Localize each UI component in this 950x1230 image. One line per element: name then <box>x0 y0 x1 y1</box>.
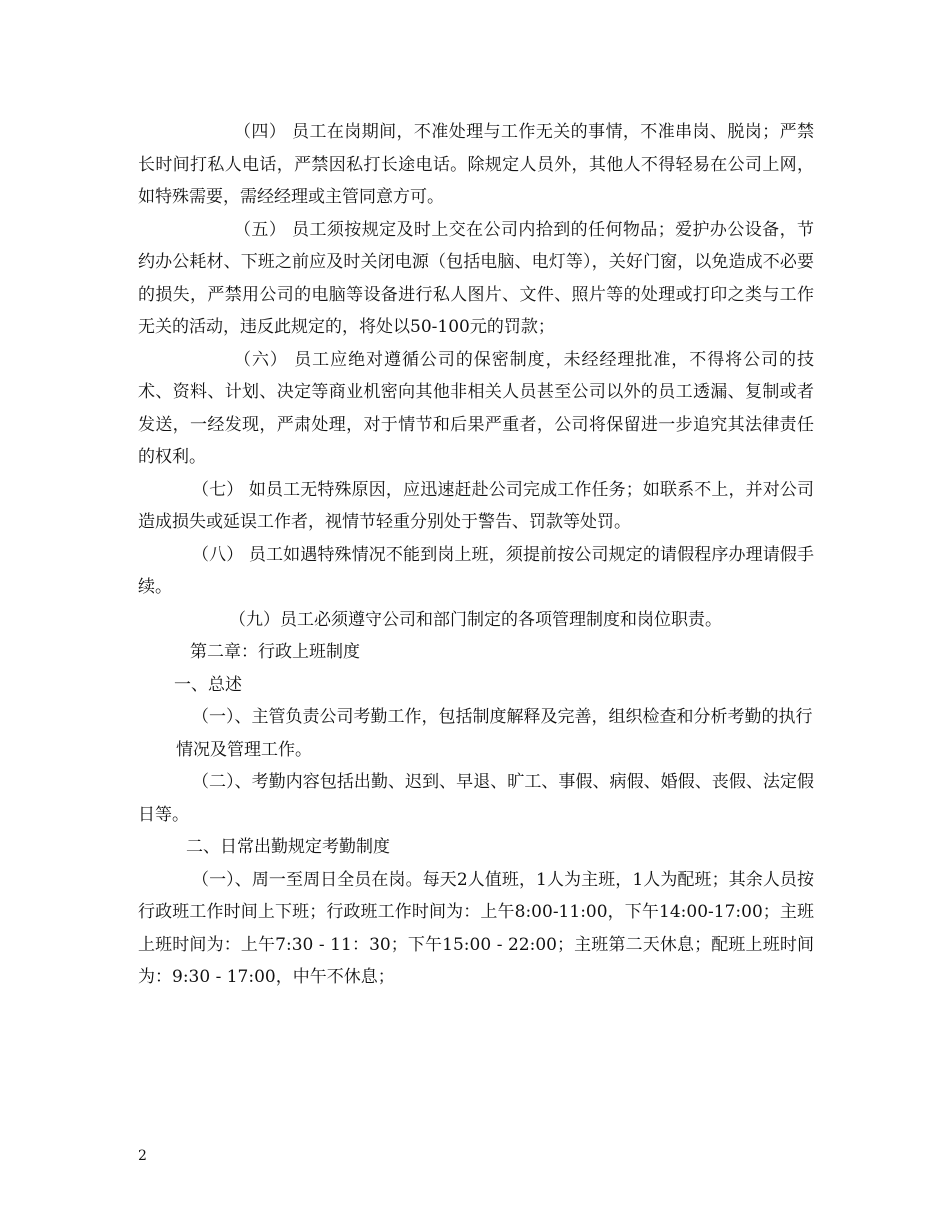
clause-7-paragraph: （七） 如员工无特殊原因，应迅速赶赴公司完成工作任务；如联系不上，并对公司造成损失或延误工作者，视情节轻重分别处于警告、罚款等处罚。 <box>138 479 814 532</box>
clause-5-paragraph: （五） 员工须按规定及时上交在公司内拾到的任何物品；爱护办公设备，节约办公耗材、下班之前应及时关闭电源（包括电脑、电灯等），关好门窗，以免造成不必要的损失，严禁用公司的电脑等设备进行私人图片、文件、照片等的处理或打印之类与工作无关的活动，违反此规定的，将处以50-100元的罚款； <box>138 219 814 337</box>
section-1-item-2-paragraph: （二）、考勤内容包括出勤、迟到、早退、旷工、事假、病假、婚假、丧假、法定假日等。 <box>138 772 814 825</box>
section-2-heading: 二、日常出勤规定考勤制度 <box>186 837 390 857</box>
document-body <box>138 116 814 994</box>
section-1-heading: 一、总述 <box>174 674 242 695</box>
clause-4-paragraph: （四） 员工在岗期间，不准处理与工作无关的事情，不准串岗、脱岗；严禁长时间打私人电话，严禁因私打长途电话。除规定人员外，其他人不得轻易在公司上网，如特殊需要，需经经理或主管同意方可。 <box>138 122 814 207</box>
clause-8-paragraph: （八） 员工如遇特殊情况不能到岗上班，须提前按公司规定的请假程序办理请假手续。 <box>138 544 814 597</box>
chapter-2-heading: 第二章：行政上班制度 <box>190 642 360 662</box>
section-1-item-1-continuation: 情况及管理工作。 <box>176 739 312 760</box>
clause-9-paragraph: （九）员工必须遵守公司和部门制定的各项管理制度和岗位职责。 <box>229 609 722 630</box>
section-2-item-1-paragraph: （一）、周一至周日全员在岗。每天2人值班，1人为主班，1人为配班；其余人员按行政班工作时间上下班；行政班工作时间为：上午8:00-11:00，下午14:00-17:00；主班上班时间为：上午7:30 - 11：30；下午15:00 - 22:00；主班第二天休息；配班上班时间为：9:30 - 17:00，中午不休息； <box>138 869 814 987</box>
section-1-item-1-paragraph: （一）、主管负责公司考勤工作，包括制度解释及完善，组织检查和分析考勤的执行 <box>192 707 813 727</box>
page-number: 2 <box>138 1148 147 1164</box>
clause-6-paragraph: （六） 员工应绝对遵循公司的保密制度，未经经理批准，不得将公司的技术、资料、计划、决定等商业机密向其他非相关人员甚至公司以外的员工透漏、复制或者发送，一经发现，严肃处理，对于情节和后果严重者，公司将保留进一步追究其法律责任的权利。 <box>138 349 814 467</box>
